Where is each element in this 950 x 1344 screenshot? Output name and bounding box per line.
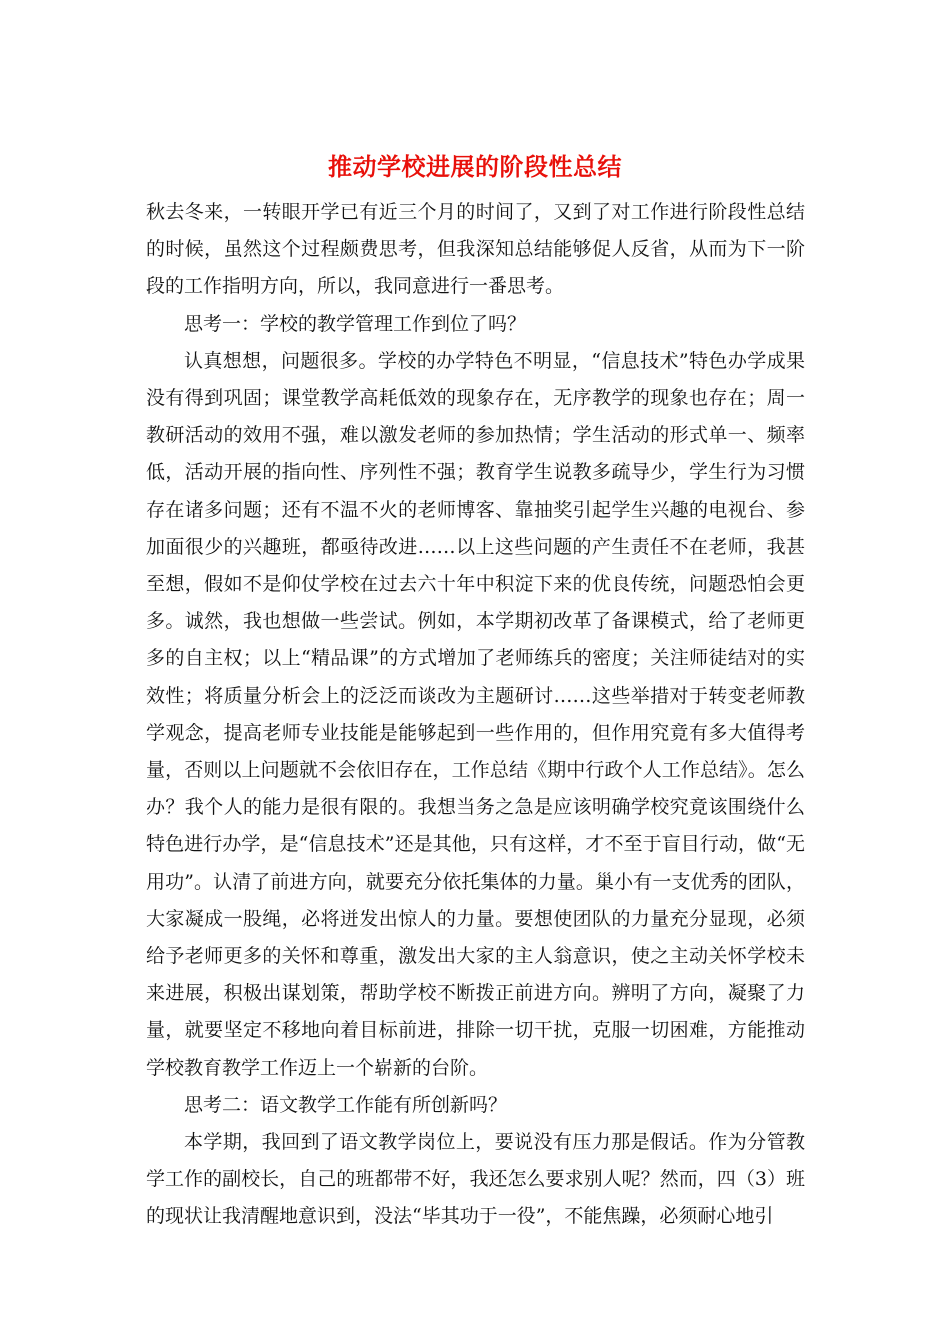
section-heading-2: 思考二：语文教学工作能有所创新吗？ [184,1093,508,1116]
document-title: 推动学校进展的阶段性总结 [328,152,622,181]
section-heading-1: 思考一：学校的教学管理工作到位了吗？ [184,312,527,335]
document-body [146,194,805,1236]
intro-paragraph: 秋去冬来，一转眼开学已有近三个月的时间了，又到了对工作进行阶段性总结的时候，虽然这个过程颇费思考，但我深知总结能够促人反省，从而为下一阶段的工作指明方向，所以，我同意进行一番思考。 [146,201,805,298]
section-body-1: 认真想想，问题很多。学校的办学特色不明显，“信息技术”特色办学成果没有得到巩固；课堂教学高耗低效的现象存在，无序教学的现象也存在；周一教研活动的效用不强，难以激发老师的参加热情；学生活动的形式单一、频率低，活动开展的指向性、序列性不强；教育学生说教多疏导少，学生行为习惯存在诸多问题；还有不温不火的老师博客、靠抽奖引起学生兴趣的电视台、参加面很少的兴趣班，都亟待改进……以上这些问题的产生责任不在老师，我甚至想，假如不是仰仗学校在过去六十年中积淀下来的优良传统，问题恐怕会更多。诚然，我也想做一些尝试。例如，本学期初改革了备课模式，给了老师更多的自主权；以上“精品课”的方式增加了老师练兵的密度；关注师徒结对的实效性；将质量分析会上的泛泛而谈改为主题研讨……这些举措对于转变老师教学观念，提高老师专业技能是能够起到一些作用的，但作用究竟有多大值得考量，否则以上问题就不会依旧存在，工作总结《期中行政个人工作总结》。怎么办？我个人的能力是很有限的。我想当务之急是应该明确学校究竟该围绕什么特色进行办学，是“信息技术”还是其他，只有这样，才不至于盲目行动，做“无用功”。认清了前进方向，就要充分依托集体的力量。巢小有一支优秀的团队，大家凝成一股绳，必将迸发出惊人的力量。要想使团队的力量充分显现，必须给予老师更多的关怀和尊重，激发出大家的主人翁意识，使之主动关怀学校未来进展，积极出谋划策，帮助学校不断拨正前进方向。辨明了方向，凝聚了力量，就要坚定不移地向着目标前进，排除一切干扰，克服一切困难，方能推动学校教育教学工作迈上一个崭新的台阶。 [146,349,805,1079]
section-body-2: 本学期，我回到了语文教学岗位上，要说没有压力那是假话。作为分管教学工作的副校长，自己的班都带不好，我还怎么要求别人呢？然而，四（3）班的现状让我清醒地意识到，没法“毕其功于一役”，不能焦躁，必须耐心地引 [146,1131,805,1228]
